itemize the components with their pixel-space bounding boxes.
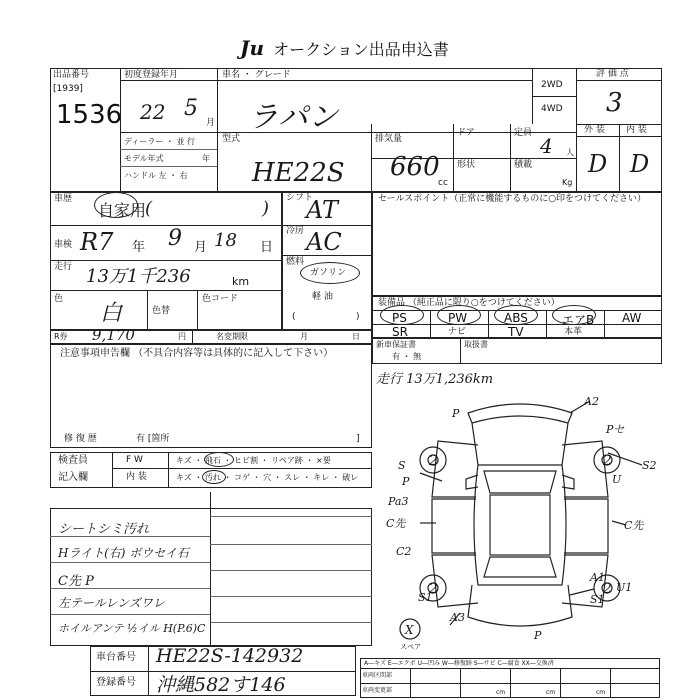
rating-value: 3 (606, 88, 623, 118)
diag-p-left: P (402, 475, 410, 488)
legend-cell-1: 車両区間部 (362, 672, 393, 679)
name-change-day: 日 (352, 332, 360, 341)
diag-s2: S2 (642, 459, 657, 472)
inspector-int-options: キズ ・ 汚れ ・ コゲ ・ 穴 ・ スレ ・ キレ ・ 破レ (176, 473, 359, 482)
drive-2wd: 2WD (541, 80, 563, 90)
legend-cell-2: 車両変更部 (362, 687, 393, 694)
warranty-label: 新車保証書 (376, 340, 416, 349)
int-value: D (630, 150, 650, 178)
inspector-fw: F W (126, 455, 143, 465)
recycle-value: 9,170 (92, 326, 135, 344)
diag-u-right: U (612, 473, 622, 486)
inspection-month-unit: 月 (194, 240, 208, 255)
lot-label: 出品番号 (53, 70, 90, 80)
load-label: 積載 (514, 160, 533, 170)
lot-number: 1536 (56, 100, 123, 130)
shift-label: シフト (286, 193, 314, 203)
equip-ps-circle (380, 305, 424, 325)
doors-label: ドア (457, 128, 475, 138)
inspector-fw-options: キズ ・ 飛石 ・ ヒビ割 ・ リペア跡 ・ ×要 (176, 456, 331, 465)
equip-airbag: エアB (562, 313, 595, 327)
chassis-label: 車台番号 (96, 652, 136, 663)
ext-value: D (588, 150, 608, 178)
fuel-paren-open: ( (292, 312, 296, 322)
drive-4wd: 4WD (541, 104, 563, 114)
model-value: HE22S (252, 158, 345, 188)
diag-c2: C2 (396, 545, 412, 558)
diag-a1: A1 (590, 571, 605, 584)
diag-pa3: Pa3 (388, 495, 409, 508)
fw-stone-circle (204, 452, 234, 467)
diag-s1-l: S1 (418, 591, 433, 604)
plate-value: 沖縄582す146 (156, 674, 286, 696)
equip-aw: AW (622, 311, 642, 325)
model-label: 型式 (222, 134, 241, 144)
diag-c-sen-r: C先 (624, 519, 644, 532)
equip-tv: TV (508, 325, 524, 339)
dealer-label: ディーラー ・ 並 行 (124, 137, 195, 146)
color-label: 色 (54, 294, 64, 304)
fuel-diesel: 軽 油 (312, 292, 333, 302)
name-change-label: 名変期限 (216, 332, 248, 341)
fuel-gasoline-circle (300, 262, 360, 284)
header (240, 36, 480, 60)
diag-w4: 2 (603, 581, 612, 597)
model-year-label: モデル年式 (124, 154, 164, 163)
diag-c-sen-l: C先 (386, 517, 406, 530)
note-1: シートシミ汚れ (58, 522, 150, 537)
diag-a2: A2 (584, 395, 599, 408)
repair-value: 有 [箇所 (136, 434, 170, 444)
first-reg-year: 22 (140, 100, 166, 124)
mileage-label: 走行 (54, 262, 73, 272)
equip-leather: 本革 (564, 327, 583, 337)
repair-bracket: ] (356, 434, 360, 444)
legend-cell-5: cm (596, 689, 606, 696)
equip-abs-circle (494, 305, 538, 325)
inspection-label: 車検 (54, 240, 73, 250)
equip-airbag-circle (552, 305, 596, 325)
history-label: 車歴 (54, 194, 73, 204)
history-circle (94, 192, 138, 218)
inspection-era: R7 (80, 228, 114, 256)
legend-cell-3: cm (496, 689, 506, 696)
diag-p-sen: Pセ (606, 423, 625, 436)
inspection-day-unit: 日 (260, 240, 274, 255)
form-title: オークション出品申込書 (273, 40, 449, 59)
equip-pw: PW (448, 311, 468, 325)
load-unit: Kg (562, 178, 573, 187)
note-3: C先 P (58, 574, 94, 589)
inspection-year-unit: 年 (132, 240, 146, 255)
diag-w1: 2 (429, 453, 438, 469)
diag-p-bot: P (534, 629, 542, 642)
diag-s1-r: S1 (590, 593, 605, 606)
first-reg-month-unit: 月 (206, 118, 216, 128)
equip-abs: ABS (504, 311, 528, 325)
color-value: 白 (100, 301, 123, 326)
capacity-value: 4 (540, 134, 553, 158)
car-name-value: ラパン (248, 100, 338, 135)
plate-label: 登録番号 (96, 677, 136, 688)
car-damage-diagram (380, 385, 660, 655)
name-change-month: 月 (300, 332, 308, 341)
int-dirt-circle (202, 470, 226, 484)
caution-box (50, 344, 372, 448)
first-reg-label: 初度登録年月 (124, 70, 179, 80)
handle-label: ハンドル 左 ・ 右 (124, 171, 188, 180)
diag-spare-label: スペア (400, 643, 421, 651)
rating-label: 評 価 点 (596, 69, 629, 79)
diag-w2: 2 (603, 453, 612, 469)
warranty-extra: 取扱書 (464, 340, 488, 349)
diag-w3: 2 (429, 581, 438, 597)
ext-label: 外 装 (584, 125, 605, 135)
history-paren-open: ( (145, 198, 153, 219)
diag-u1: U1 (616, 581, 633, 594)
history-value: 自家用 (98, 201, 147, 220)
shape-label: 形状 (457, 160, 476, 170)
ju-logo: Ju (240, 36, 265, 60)
caution-label: 注意事項申告欄 （不具合内容等は具体的に記入して下さい） (60, 348, 334, 359)
lot-sub: [1939] (53, 84, 83, 94)
capacity-label: 定員 (514, 128, 533, 138)
note-4: 左テールレンズワレ (58, 596, 165, 610)
mileage-value: 13万1千236 (86, 266, 191, 287)
sales-point-box (372, 192, 662, 296)
recycle-label: R券 (54, 332, 68, 341)
color-change-label: 色替 (152, 306, 171, 316)
car-name-label: 車名 ・ グレード (222, 70, 291, 80)
repair-label: 修 復 歴 (64, 434, 97, 444)
aircon-value: AC (306, 228, 342, 256)
mileage-unit: km (232, 275, 250, 288)
first-reg-month: 5 (184, 96, 198, 121)
capacity-unit: 人 (566, 148, 574, 157)
color-code-label: 色コード (202, 294, 239, 304)
history-paren-close: ) (262, 198, 270, 219)
diag-s-left: S (398, 459, 406, 472)
displacement-value: 660 (390, 152, 440, 182)
equip-sr: SR (392, 325, 408, 339)
diag-spare-x: X (405, 623, 414, 637)
equip-pw-circle (437, 305, 481, 325)
inspector-interior: 内 装 (126, 472, 147, 482)
recycle-unit: 円 (178, 332, 186, 341)
legend-cell-4: cm (546, 689, 556, 696)
displacement-label: 排気量 (375, 134, 403, 144)
warranty-yes: 有 ・ 無 (392, 352, 422, 361)
shift-value: AT (306, 196, 339, 224)
inspection-month: 9 (168, 226, 182, 251)
warranty-note: 走行 13万1,236km (376, 372, 494, 387)
inspector-label-1: 検査員 (58, 455, 88, 466)
model-year-unit: 年 (202, 154, 210, 163)
fuel-paren-close: ) (356, 312, 360, 322)
fuel-gasoline: ガソリン (310, 268, 347, 278)
aircon-label: 冷房 (286, 226, 305, 236)
equip-navi: ナビ (448, 327, 467, 337)
diag-a3: A3 (450, 611, 465, 624)
int-label: 内 装 (626, 125, 647, 135)
inspector-label-2: 記入欄 (58, 472, 88, 483)
legend-row1: A―キズ E―エクボ U―凹み W―修復跡 S―サビ C―腐食 XX―交換済 (364, 660, 554, 667)
equip-ps: PS (392, 311, 407, 325)
diag-p-top: P (452, 407, 460, 420)
note-5: ホイルアンテ ½イル H(P.6)C (58, 622, 206, 635)
inspection-day: 18 (214, 230, 237, 251)
fuel-label: 燃料 (286, 257, 305, 267)
chassis-value: HE22S-142932 (156, 645, 304, 667)
equipment-label: 装備品 （純正品に限り○をつけてください） (378, 298, 560, 308)
displacement-unit: cc (438, 178, 448, 188)
note-2: Hライト(右) ボウセイ石 (58, 546, 189, 560)
sales-point-label: セールスポイント（正常に機能するものに○印をつけてください） (378, 194, 647, 204)
